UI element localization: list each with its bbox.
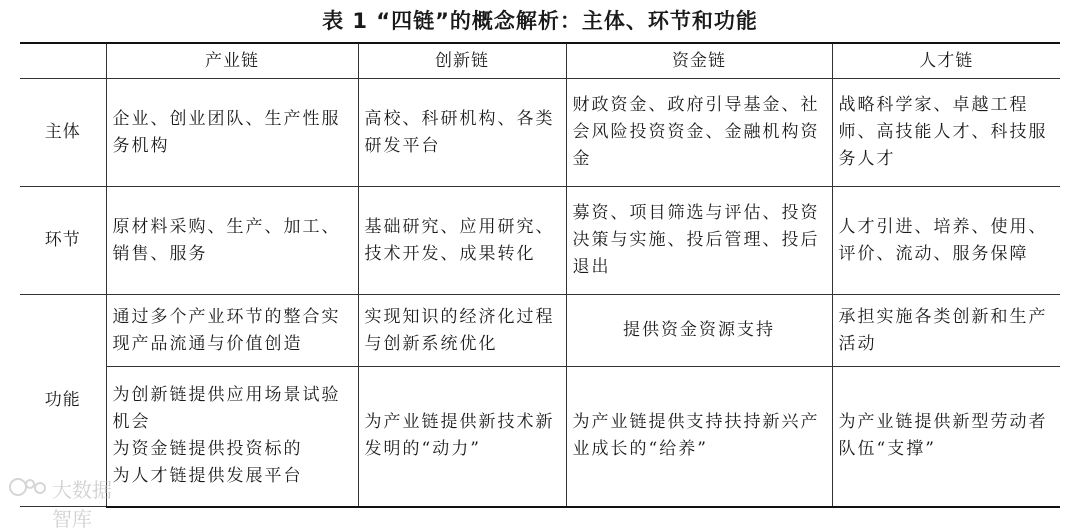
cell-function-capital-2: 为产业链提供支持扶持新兴产业成长的“给养” — [566, 367, 832, 507]
table-header-row — [20, 43, 1060, 79]
cell-link-industry: 原材料采购、生产、加工、销售、服务 — [106, 187, 358, 295]
table-title: 表 1 “四链”的概念解析：主体、环节和功能 — [322, 9, 758, 33]
table-row-subject — [20, 79, 1060, 187]
header-corner — [20, 43, 106, 79]
cell-subject-talent: 战略科学家、卓越工程师、高技能人才、科技服务人才 — [832, 79, 1060, 187]
concept-table — [20, 42, 1060, 508]
industry-support-platform: 为人才链提供发展平台 — [112, 466, 303, 487]
industry-support-investment: 为资金链提供投资标的 — [112, 439, 303, 460]
cell-subject-innovation: 高校、科研机构、各类研发平台 — [358, 79, 566, 187]
row-label-link: 环节 — [20, 187, 106, 295]
cell-function-industry-2 — [106, 367, 358, 507]
cell-link-innovation: 基础研究、应用研究、技术开发、成果转化 — [358, 187, 566, 295]
cell-link-talent: 人才引进、培养、使用、评价、流动、服务保障 — [832, 187, 1060, 295]
cell-function-innovation-2: 为产业链提供新技术新发明的“动力” — [358, 367, 566, 507]
header-industry-chain: 产业链 — [106, 43, 358, 79]
table-row-function-2 — [20, 367, 1060, 507]
cell-function-industry-1: 通过多个产业环节的整合实现产品流通与价值创造 — [106, 295, 358, 367]
header-innovation-chain: 创新链 — [358, 43, 566, 79]
header-talent-chain: 人才链 — [832, 43, 1060, 79]
table-row-function-1 — [20, 295, 1060, 367]
cell-function-innovation-1: 实现知识的经济化过程与创新系统优化 — [358, 295, 566, 367]
cell-function-capital-1: 提供资金资源支持 — [566, 295, 832, 367]
row-label-function: 功能 — [20, 295, 106, 507]
cell-subject-capital: 财政资金、政府引导基金、社会风险投资资金、金融机构资金 — [566, 79, 832, 187]
table-row-link — [20, 187, 1060, 295]
cell-function-talent-1: 承担实施各类创新和生产活动 — [832, 295, 1060, 367]
watermark-text: 大数据智库 — [52, 478, 112, 531]
industry-support-scenario: 为创新链提供应用场景试验机会 — [112, 385, 341, 433]
row-label-subject: 主体 — [20, 79, 106, 187]
cell-subject-industry: 企业、创业团队、生产性服务机构 — [106, 79, 358, 187]
cell-function-talent-2: 为产业链提供新型劳动者队伍“支撑” — [832, 367, 1060, 507]
cell-link-capital: 募资、项目筛选与评估、投资决策与实施、投后管理、投后退出 — [566, 187, 832, 295]
header-capital-chain: 资金链 — [566, 43, 832, 79]
